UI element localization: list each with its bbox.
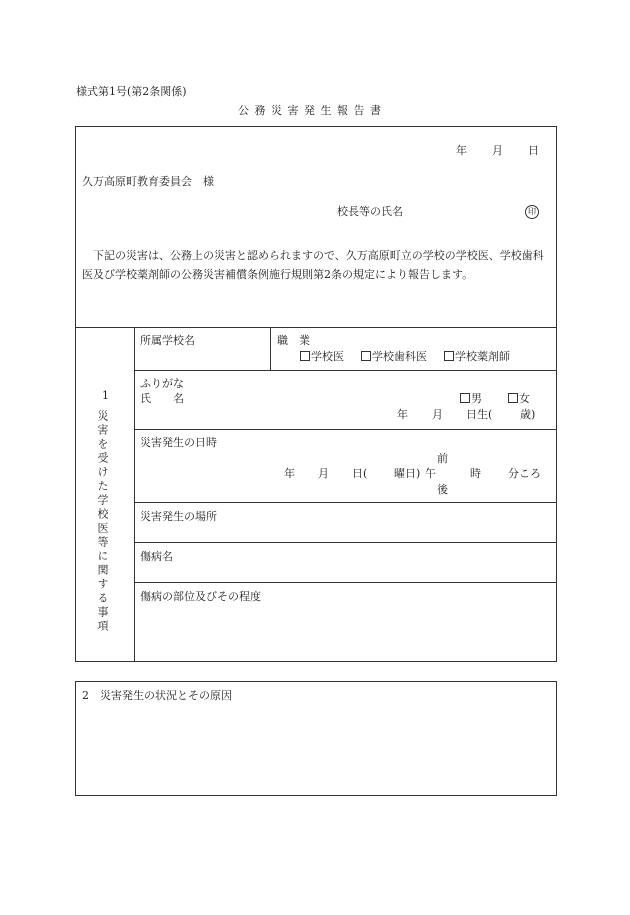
age-label: 歳) (520, 408, 536, 421)
occupation-label: 職 業 (277, 334, 310, 347)
birth-day-label: 日生( (466, 408, 493, 421)
form-number: 様式第1号(第2条関係) (76, 85, 187, 98)
noon-label: 午 (425, 467, 436, 480)
dt-month-label: 月 (318, 467, 329, 480)
datetime-label: 災害発生の日時 (140, 436, 217, 449)
injury-name-label: 傷病名 (140, 550, 173, 563)
section1-number: 1 (102, 389, 109, 402)
hour-label: 時 (470, 467, 481, 480)
place-label: 災害発生の場所 (140, 510, 217, 523)
date-year-label: 年 (456, 144, 467, 157)
dt-day-label: 日( (352, 467, 368, 480)
recipient: 久万高原町教育委員会 様 (82, 175, 214, 188)
row1-divider (270, 328, 271, 370)
furigana-label: ふりがな (140, 377, 184, 390)
dt-year-label: 年 (284, 467, 295, 480)
occupation-option-dentist[interactable]: 学校歯科医 (361, 351, 427, 362)
sex-option-female[interactable]: 女 (508, 393, 530, 404)
section1-title: 災害を受けた学校医等に関する事項 (96, 410, 109, 634)
dt-weekday-label: 曜日) (394, 467, 421, 480)
am-label: 前 (437, 452, 448, 465)
occupation-option-doctor[interactable]: 学校医 (300, 351, 344, 362)
sex-option-male[interactable]: 男 (460, 393, 482, 404)
header-box (75, 126, 557, 328)
birth-year-label: 年 (397, 408, 408, 421)
name-label: 氏 名 (140, 392, 184, 405)
checkbox-icon (361, 351, 371, 361)
checkbox-icon (300, 351, 310, 361)
injury-detail-label: 傷病の部位及びその程度 (140, 590, 261, 603)
minute-label: 分ころ (508, 467, 541, 480)
principal-name-label: 校長等の氏名 (337, 205, 403, 218)
statement-text: 下記の災害は、公務上の災害と認められますので、久万高原町立の学校の学校医、学校歯科医及び学校薬剤師の公務災害補償条例施行規則第2条の規定により報告します。 (82, 249, 544, 281)
birth-month-label: 月 (432, 408, 443, 421)
form-title: 公 務 災 害 発 生 報 告 書 (238, 104, 382, 117)
date-day-label: 日 (528, 144, 539, 157)
section2-title: 2 災害発生の状況とその原因 (82, 689, 232, 702)
seal-mark: 印 (525, 205, 539, 219)
date-month-label: 月 (492, 144, 503, 157)
section1-divider (134, 328, 135, 661)
checkbox-icon (444, 351, 454, 361)
checkbox-icon (508, 393, 518, 403)
school-name-label: 所属学校名 (140, 334, 195, 347)
pm-label: 後 (437, 483, 448, 496)
occupation-option-pharmacist[interactable]: 学校薬剤師 (444, 351, 510, 362)
checkbox-icon (460, 393, 470, 403)
